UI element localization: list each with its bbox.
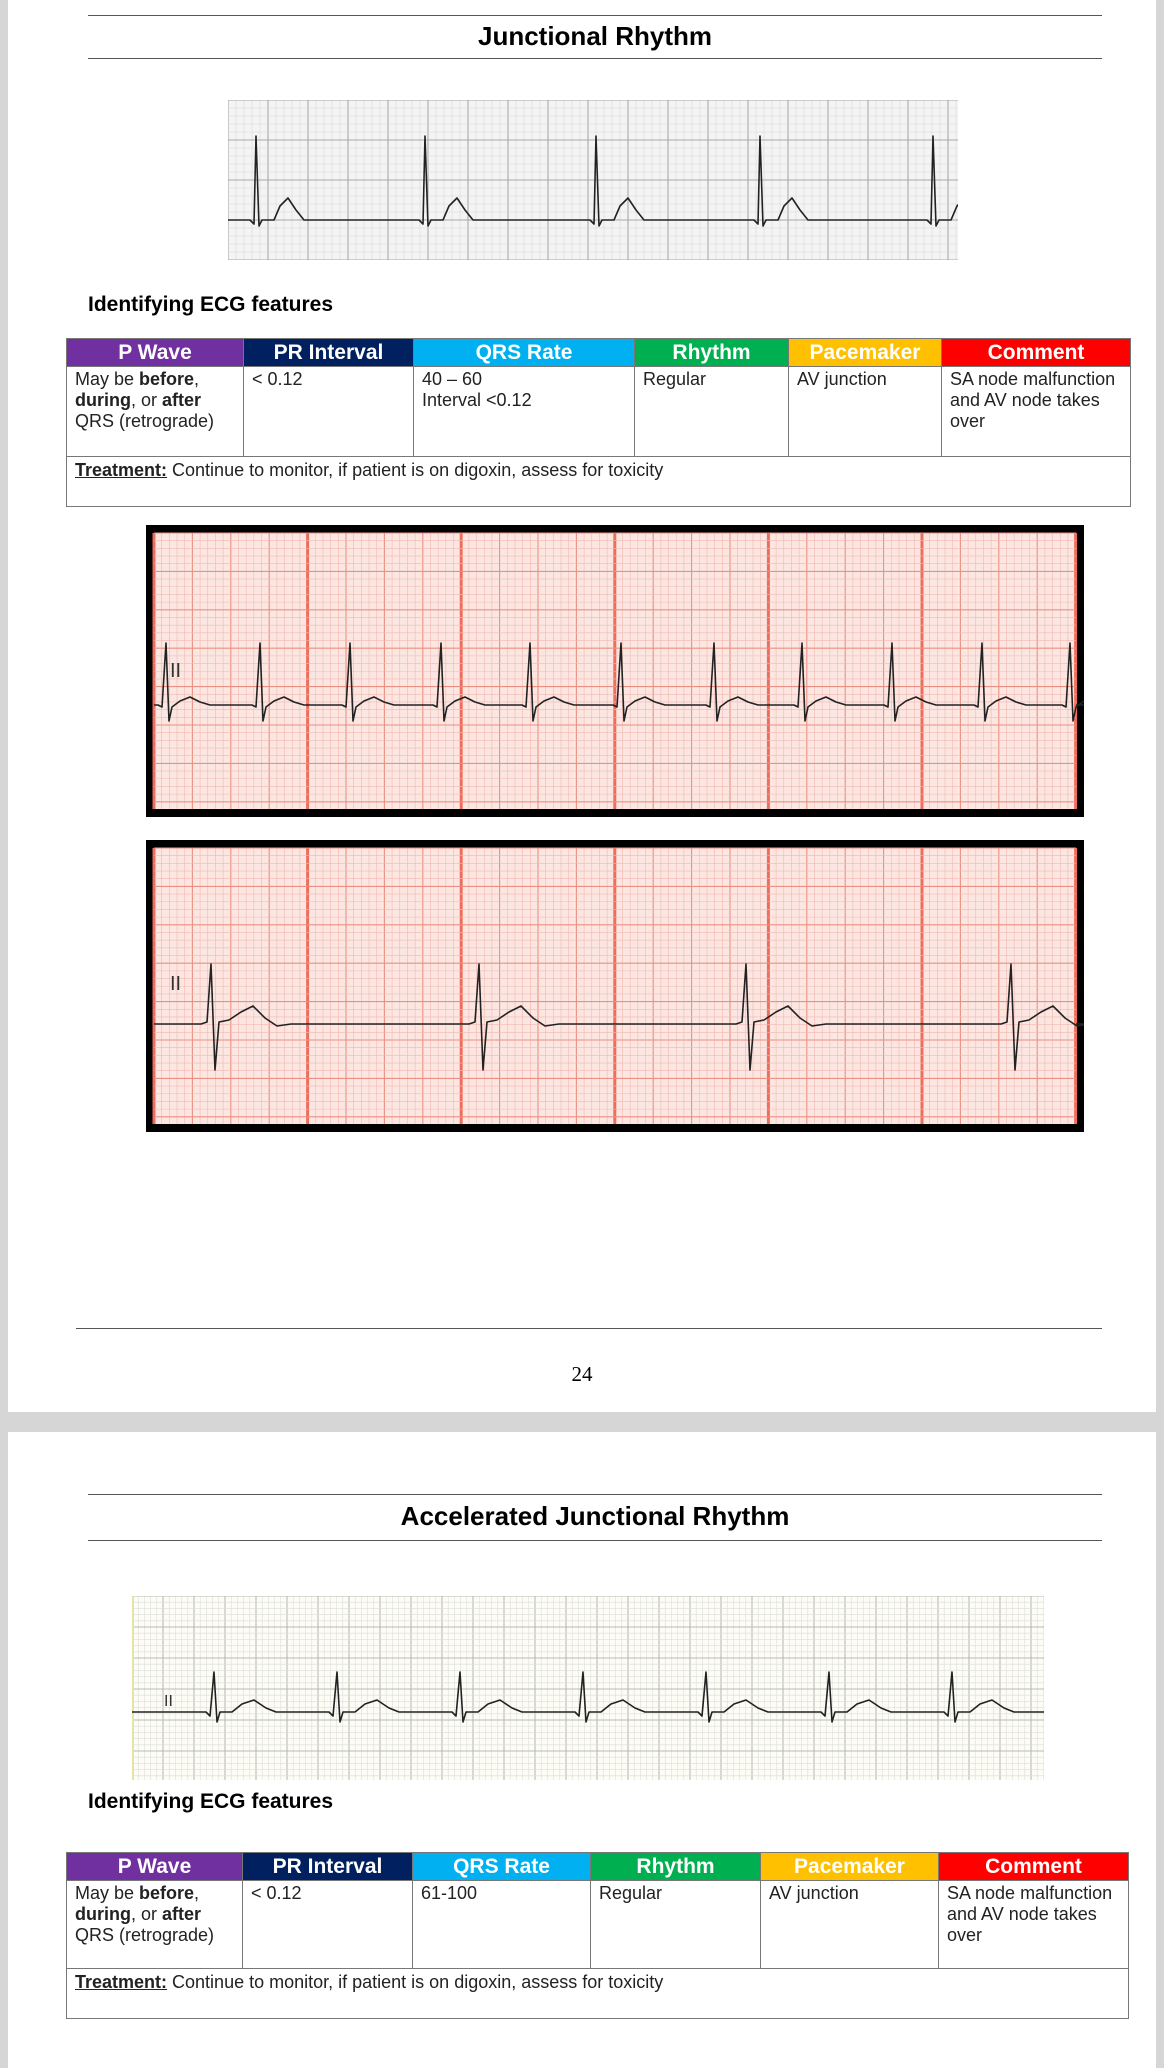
pr-interval-cell: < 0.12	[244, 367, 414, 457]
p-wave-cell: May be before, during, or after QRS (retrograde)	[67, 367, 244, 457]
header-rhythm: Rhythm	[591, 1853, 761, 1881]
page-number: 24	[571, 1362, 593, 1386]
pacemaker-cell: AV junction	[761, 1881, 939, 1969]
treatment-row	[67, 1969, 1129, 2019]
ecg-strip-gray-accelerated	[132, 1596, 1044, 1780]
header-rhythm: Rhythm	[635, 339, 789, 367]
rhythm-cell: Regular	[635, 367, 789, 457]
page-title: Junctional Rhythm	[477, 21, 712, 51]
table-row	[67, 1881, 1129, 1969]
treatment-row	[67, 457, 1131, 507]
table-header-row	[67, 1853, 1129, 1881]
header-comment: Comment	[939, 1853, 1129, 1881]
ecg-features-table	[66, 1852, 1129, 2019]
ecg-grid	[228, 100, 958, 260]
comment-cell: SA node malfunction and AV node takes over	[942, 367, 1131, 457]
header-comment: Comment	[942, 339, 1131, 367]
header-qrs-rate: QRS Rate	[413, 1853, 591, 1881]
header-p-wave: P Wave	[67, 1853, 243, 1881]
ecg-strip-pink-slow	[146, 840, 1084, 1132]
header-p-wave: P Wave	[67, 339, 244, 367]
next-page	[8, 1432, 1156, 2068]
header-pr-interval: PR Interval	[243, 1853, 413, 1881]
header-qrs-rate: QRS Rate	[414, 339, 635, 367]
qrs-rate-cell: 40 – 60 Interval <0.12	[414, 367, 635, 457]
title-rule	[88, 58, 1102, 59]
ecg-strip-gray	[228, 100, 958, 260]
ecg-features-table	[66, 338, 1131, 507]
header-pacemaker: Pacemaker	[761, 1853, 939, 1881]
section-label: Identifying ECG features	[88, 1790, 334, 1813]
rhythm-cell: Regular	[591, 1881, 761, 1969]
comment-cell: SA node malfunction and AV node takes over	[939, 1881, 1129, 1969]
ecg-strip-pink-fast	[146, 525, 1084, 817]
table-header-row	[67, 339, 1131, 367]
qrs-rate-cell: 61-100	[413, 1881, 591, 1969]
top-rule	[88, 1494, 1102, 1495]
p-wave-cell: May be before, during, or after QRS (retrograde)	[67, 1881, 243, 1969]
table-row	[67, 367, 1131, 457]
page-title: Accelerated Junctional Rhythm	[400, 1501, 790, 1531]
lead-label: II	[170, 973, 182, 995]
treatment-cell: Treatment: Continue to monitor, if patient is on digoxin, assess for toxicity	[67, 457, 1131, 507]
top-rule	[88, 15, 1102, 16]
section-label: Identifying ECG features	[88, 293, 334, 316]
lead-label: II	[170, 660, 182, 682]
pr-interval-cell: < 0.12	[243, 1881, 413, 1969]
pacemaker-cell: AV junction	[789, 367, 942, 457]
page-24	[8, 0, 1156, 1412]
treatment-cell: Treatment: Continue to monitor, if patient is on digoxin, assess for toxicity	[67, 1969, 1129, 2019]
footer-rule	[76, 1328, 1102, 1329]
header-pacemaker: Pacemaker	[789, 339, 942, 367]
header-pr-interval: PR Interval	[244, 339, 414, 367]
lead-label: II	[164, 1693, 173, 1710]
title-rule	[88, 1540, 1102, 1541]
